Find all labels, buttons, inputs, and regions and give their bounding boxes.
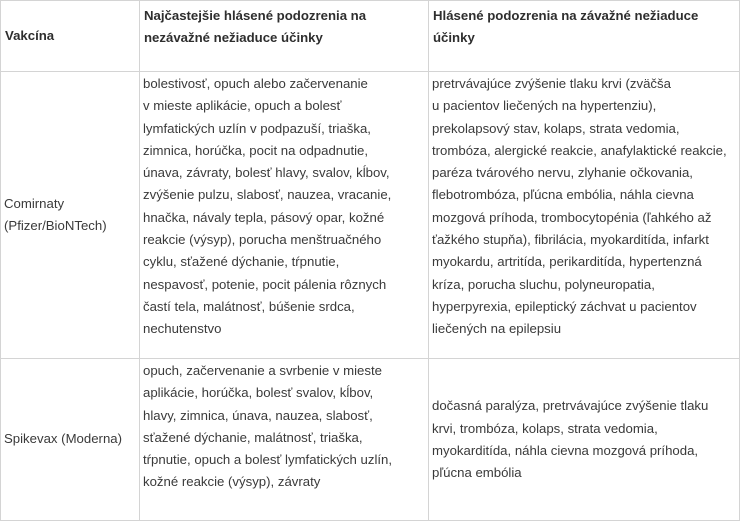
vaccine-name: Spikevax (Moderna) xyxy=(4,431,123,447)
effects-line: mozgová príhoda, trombocytopénia (ľahkého až xyxy=(432,209,712,225)
serious-effects-cell xyxy=(429,72,740,359)
effects-line: lymfatických uzlín v podpazuší, triaška, xyxy=(143,120,371,136)
header-serious: Hlásené podozrenia na závažné nežiaduce účinky xyxy=(429,1,740,72)
effects-line: reakcie (výsyp), porucha menštruačného xyxy=(143,232,382,248)
effects-line: pretrvávajúce zvýšenie tlaku krvi (zväčša xyxy=(432,76,671,91)
effects-line: tŕpnutie, opuch a bolesť lymfatických uzlín, xyxy=(143,452,393,468)
serious-effects-cell xyxy=(429,359,740,521)
effects-line: aplikácie, horúčka, bolesť svalov, kĺbov, xyxy=(143,385,374,401)
non-serious-effects-cell xyxy=(140,72,429,359)
effects-line: hyperpyrexia, epileptický záchvat u pacientov xyxy=(432,298,697,314)
effects-line: nechutenstvo xyxy=(143,321,222,337)
table-row xyxy=(1,72,740,359)
effects-line: myokarditída, náhla cievna mozgová príhoda, xyxy=(432,443,699,458)
effects-line: cyklu, sťažené dýchanie, tŕpnutie, xyxy=(143,254,340,270)
effects-line: paréza tvárového nervu, zlyhanie očkovania, xyxy=(432,165,693,181)
effects-line: flebotrombóza, pľúcna embólia, náhla cievna xyxy=(432,187,694,203)
vaccine-cell xyxy=(1,72,140,359)
effects-line: krvi, trombóza, kolaps, strata vedomia, xyxy=(432,420,658,436)
effects-line: hlavy, zimnica, únava, nauzea, slabosť, xyxy=(143,407,373,423)
effects-line: pľúcna embólia xyxy=(432,465,522,481)
vaccine-manufacturer: (Pfizer/BioNTech) xyxy=(4,218,107,233)
table-header-row xyxy=(1,1,740,72)
header-non-serious: Najčastejšie hlásené podozrenia na nezávažné nežiaduce účinky xyxy=(140,1,429,72)
effects-line: v mieste aplikácie, opuch a bolesť xyxy=(143,98,342,114)
effects-line: myokardu, artritída, perikarditída, hypertenzná xyxy=(432,254,702,270)
effects-line: bolestivosť, opuch alebo začervenanie xyxy=(143,76,368,91)
table-row xyxy=(1,359,740,521)
vaccine-name: Comirnaty xyxy=(4,195,65,211)
effects-line: sťažené dýchanie, malátnosť, triaška, xyxy=(143,429,363,445)
effects-line: dočasná paralýza, pretrvávajúce zvýšenie tlaku xyxy=(432,398,709,414)
effects-line: nespavosť, potenie, pocit pálenia rôznych xyxy=(143,276,387,292)
effects-line: zimnica, horúčka, pocit na odpadnutie, xyxy=(143,142,369,158)
vaccine-cell xyxy=(1,359,140,521)
effects-line: u pacientov liečených na hypertenziu), xyxy=(432,98,657,114)
effects-line: zvýšenie pulzu, slabosť, nauzea, vracanie, xyxy=(143,187,392,203)
non-serious-effects-cell xyxy=(140,359,429,521)
effects-line: častí tela, malátnosť, búšenie srdca, xyxy=(143,298,355,314)
effects-line: hnačka, návaly tepla, pásový opar, kožné xyxy=(143,209,385,225)
effects-line: ťažkého stupňa), fibrilácia, myokarditída, infarkt xyxy=(432,232,709,248)
effects-line: únava, závraty, bolesť hlavy, svalov, kĺbov, xyxy=(143,165,390,181)
effects-line: kožné reakcie (výsyp), závraty xyxy=(143,474,321,490)
effects-line: kríza, porucha sluchu, polyneuropatia, xyxy=(432,276,655,292)
effects-line: prekolapsový stav, kolaps, strata vedomia, xyxy=(432,120,680,136)
header-vaccine: Vakcína xyxy=(1,1,140,72)
effects-line: trombóza, alergické reakcie, anafylaktické reakcie, xyxy=(432,142,727,158)
effects-line: liečených na epilepsiu xyxy=(432,321,562,337)
effects-line: opuch, začervenanie a svrbenie v mieste xyxy=(143,363,382,378)
